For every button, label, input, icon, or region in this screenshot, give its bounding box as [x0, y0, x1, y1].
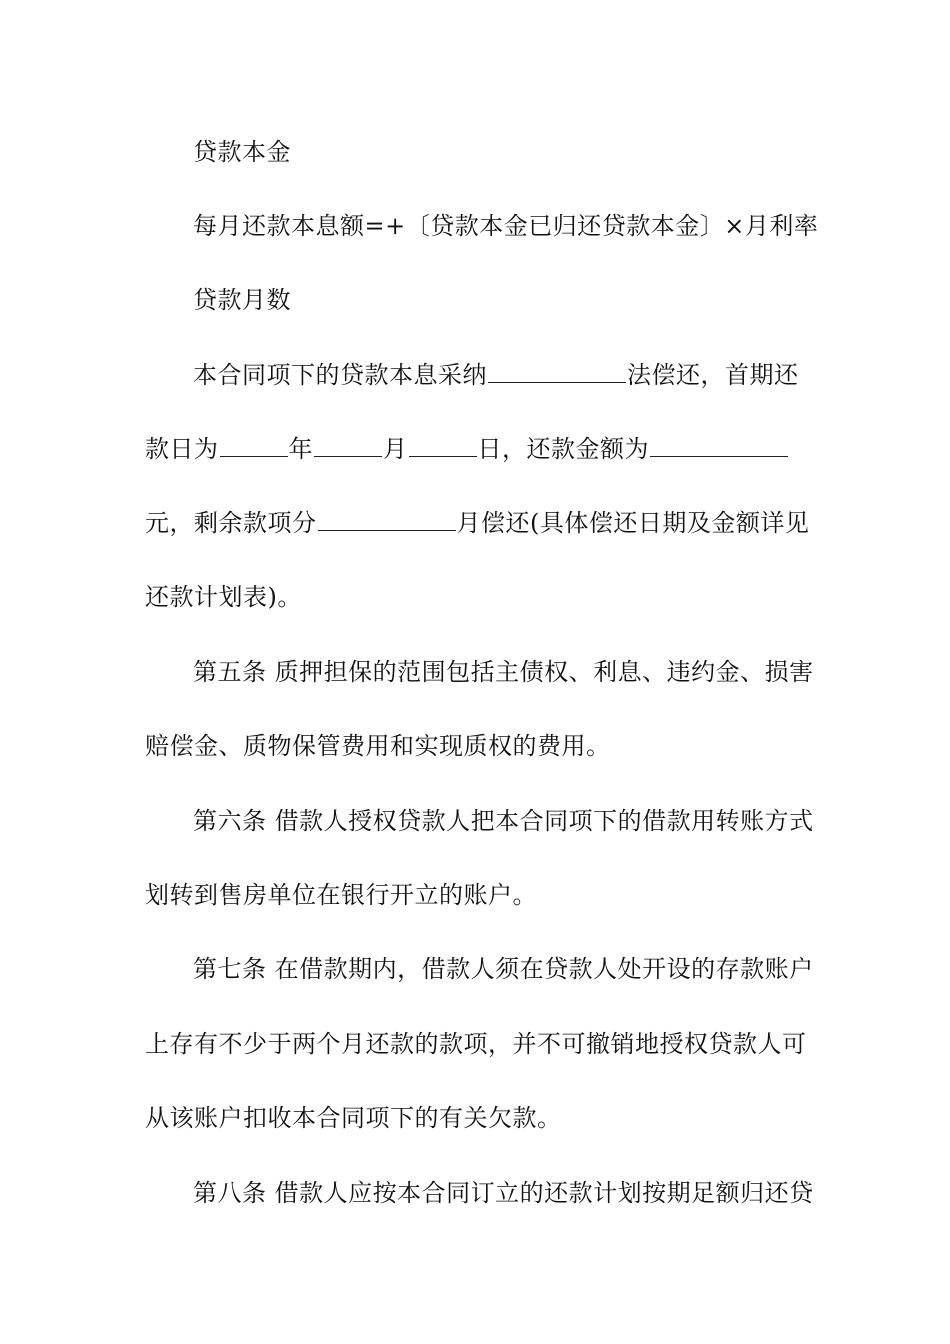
clause4-text: 月偿还(具体偿还日期及金额详见 [456, 509, 810, 537]
clause4-line-1 [193, 360, 810, 390]
first-payment-day-blank[interactable] [409, 434, 477, 457]
clause7-line-1: 第七条 在借款期内，借款人须在贷款人处开设的存款账户 [193, 955, 814, 983]
payment-amount-blank[interactable] [650, 434, 788, 457]
clause4-line-4: 还款计划表)。 [145, 583, 302, 611]
text-line-loan-months: 贷款月数 [193, 286, 291, 314]
first-payment-year-blank[interactable] [220, 434, 288, 457]
clause4-line-2 [145, 434, 810, 464]
repayment-method-blank[interactable] [488, 360, 626, 383]
clause4-line-3 [145, 508, 810, 538]
clause5-line-1: 第五条 质押担保的范围包括主债权、利息、违约金、损害 [193, 658, 814, 686]
year-label: 年 [288, 435, 313, 463]
clause7-line-2: 上存有不少于两个月还款的款项，并不可撤销地授权贷款人可 [145, 1030, 807, 1058]
clause8-line-1: 第八条 借款人应按本合同订立的还款计划按期足额归还贷 [193, 1179, 814, 1207]
text-line-loan-principal: 贷款本金 [193, 138, 291, 166]
clause4-text: 法偿还，首期还 [627, 361, 799, 389]
first-payment-month-blank[interactable] [314, 434, 382, 457]
clause6-line-1: 第六条 借款人授权贷款人把本合同项下的借款用转账方式 [193, 807, 814, 835]
clause4-text: 本合同项下的贷款本息采纳 [193, 361, 487, 389]
clause7-line-3: 从该账户扣收本合同项下的有关欠款。 [145, 1104, 562, 1132]
clause6-line-2: 划转到售房单位在银行开立的账户。 [145, 881, 537, 909]
clause5-line-2: 赔偿金、质物保管费用和实现质权的费用。 [145, 732, 611, 760]
clause4-text: 元，剩余款项分 [145, 509, 317, 537]
clause4-text: 款日为 [145, 435, 219, 463]
text-line-monthly-payment-formula: 每月还款本息额=+〔贷款本金已归还贷款本金〕×月利率 [193, 212, 819, 240]
clause4-text: 日，还款金额为 [477, 435, 649, 463]
remaining-months-blank[interactable] [318, 508, 456, 531]
month-label: 月 [383, 435, 408, 463]
